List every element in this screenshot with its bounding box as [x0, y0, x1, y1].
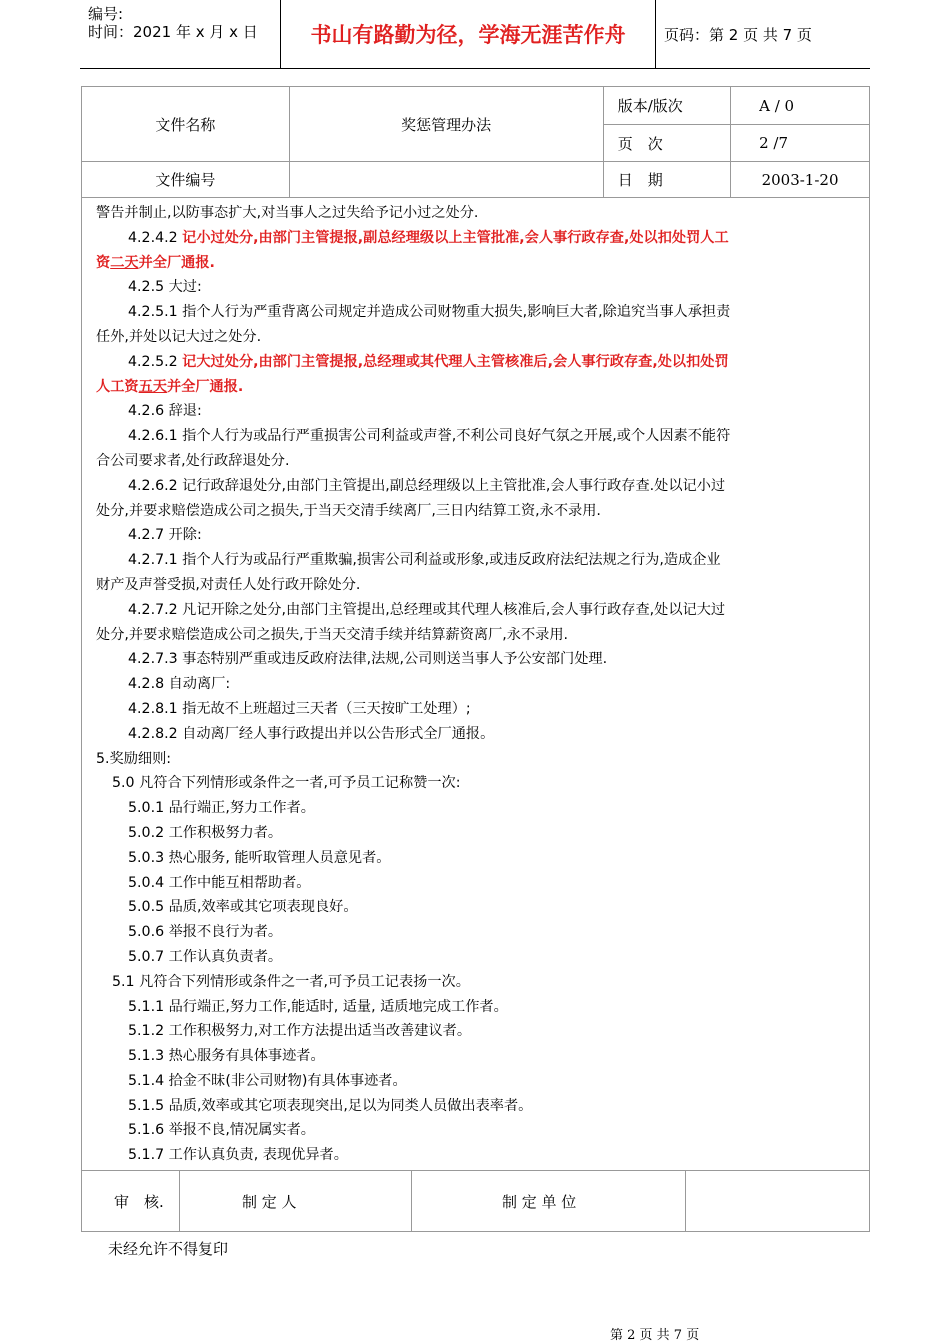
author-label: 制 定 人 — [242, 1192, 297, 1211]
header-meta — [80, 0, 281, 68]
unit-cell — [412, 1171, 686, 1231]
text-line: 处分,并要求赔偿造成公司之损失,于当天交清手续并结算薪资离厂,永不录用. — [96, 626, 569, 643]
text-line: 4.2.6.1 指个人行为或品行严重损害公司利益或声誉,不利公司良好气氛之开展,或个人因素不能符 — [128, 428, 731, 445]
doc-name: 奖惩管理办法 — [289, 87, 603, 162]
review-label: 审 核. — [114, 1192, 164, 1211]
text-line: 4.2.8.2 自动离厂经人事行政提出并以公告形式全厂通报。 — [128, 725, 495, 742]
text-line: 4.2.7 开除: — [128, 527, 202, 544]
copy-notice: 未经允许不得复印 — [108, 1240, 229, 1258]
header-page-info: 页码：第 2 页 共 7 页 — [664, 25, 812, 44]
list-item: 5.0.2 工作积极努力者。 — [128, 824, 283, 841]
text-line: 5.1 凡符合下列情形或条件之一者,可予员工记表扬一次。 — [112, 973, 470, 990]
unit-label: 制 定 单 位 — [502, 1192, 577, 1211]
text-line: 处分,并要求赔偿造成公司之损失,于当天交清手续离厂,三日内结算工资,永不录用. — [96, 502, 601, 519]
text-line: 4.2.8 自动离厂: — [128, 676, 231, 693]
list-item: 5.1.5 品质,效率或其它项表现突出,足以为同类人员做出表率者。 — [128, 1097, 533, 1114]
text-line: 4.2.6.2 记行政辞退处分,由部门主管提出,副总经理级以上主管批准,会人事行政存查.处以记小过 — [128, 477, 726, 494]
text-line: 任外,并处以记大过之处分. — [96, 328, 262, 345]
text-line: 警告并制止,以防事态扩大,对当事人之过失给予记小过之处分. — [96, 205, 479, 221]
list-item: 5.0.6 举报不良行为者。 — [128, 924, 283, 941]
version-value: A / 0 — [731, 87, 870, 125]
signoff-row — [81, 1170, 870, 1232]
text-line: 合公司要求者,处行政辞退处分. — [96, 452, 290, 469]
list-item: 5.1.4 拾金不昧(非公司财物)有具体事迹者。 — [128, 1072, 407, 1089]
text-line: 5.0 凡符合下列情形或条件之一者,可予员工记称赞一次: — [112, 775, 461, 792]
doc-name-label: 文件名称 — [82, 87, 290, 162]
list-item: 5.1.7 工作认真负责, 表现优异者。 — [128, 1147, 348, 1164]
underlined-text: 二天 — [110, 254, 139, 271]
list-item: 5.0.5 品质,效率或其它项表现良好。 — [128, 899, 358, 916]
version-label: 版本/版次 — [603, 87, 730, 125]
text-line: 财产及声誉受损,对责任人处行政开除处分. — [96, 576, 361, 593]
highlight-text: 记小过处分,由部门主管提报,副总经理级以上主管批准,会人事行政存查,处以扣处罚人工 — [182, 229, 729, 246]
text-line: 4.2.5.2 记大过处分,由部门主管提报,总经理或其代理人主管核准后,会人事行政存查,处以扣处罚 — [128, 353, 729, 370]
text-line: 4.2.6 辞退: — [128, 403, 202, 420]
doc-no-value — [289, 162, 603, 198]
author-cell — [180, 1171, 412, 1231]
text-line: 人工资五天并全厂通报. — [96, 378, 244, 395]
header-motto: 书山有路勤为径，学海无涯苦作舟 — [281, 0, 656, 68]
list-item: 5.1.2 工作积极努力,对工作方法提出适当改善建议者。 — [128, 1023, 472, 1040]
text-line: 4.2.7.1 指个人行为或品行严重欺骗,损害公司利益或形象,或违反政府法纪法规之行为,造成企业 — [128, 552, 721, 569]
text-line: 4.2.5.1 指个人行为严重背离公司规定并造成公司财物重大损失,影响巨大者,除追究当事人承担责 — [128, 304, 731, 321]
list-item: 5.1.6 举报不良,情况属实者。 — [128, 1122, 315, 1139]
page-header — [80, 0, 870, 69]
page-value: 2 /7 — [731, 125, 870, 162]
list-item: 5.0.7 工作认真负责者。 — [128, 948, 283, 965]
list-item: 5.0.3 热心服务, 能听取管理人员意见者。 — [128, 849, 391, 866]
page-number: 第 2 页 共 7 页 — [610, 1328, 700, 1343]
text-line: 4.2.7.2 凡记开除之处分,由部门主管提出,总经理或其代理人核准后,会人事行政存查,处以记大过 — [128, 601, 726, 618]
list-item: 5.0.4 工作中能互相帮助者。 — [128, 874, 311, 891]
underlined-text: 五天 — [138, 378, 167, 395]
list-item: 5.1.3 热心服务有具体事迹者。 — [128, 1048, 325, 1065]
highlight-text: 记大过处分,由部门主管提报,总经理或其代理人主管核准后,会人事行政存查,处以扣处罚 — [182, 353, 729, 370]
text-line: 4.2.8.1 指无故不上班超过三天者（三天按旷工处理）; — [128, 700, 471, 717]
text-line: 资二天并全厂通报. — [96, 254, 215, 271]
doc-info-table — [81, 86, 870, 198]
text-line: 4.2.4.2 记小过处分,由部门主管提报,副总经理级以上主管批准,会人事行政存查,处以扣处罚人工 — [128, 229, 729, 246]
page-label: 页 次 — [603, 125, 730, 162]
doc-number-label: 编号: — [88, 5, 124, 23]
doc-time-label: 时间：2021 年 x 月 x 日 — [88, 23, 258, 41]
document-body — [96, 201, 858, 1168]
text-line: 4.2.7.3 事态特别严重或违反政府法律,法规,公司则送当事人予公安部门处理. — [128, 651, 608, 668]
date-value: 2003-1-20 — [731, 162, 870, 198]
text-line: 4.2.5 大过: — [128, 279, 202, 296]
date-label: 日 期 — [603, 162, 730, 198]
doc-no-label: 文件编号 — [82, 162, 290, 198]
section-heading: 5.奖励细则: — [96, 750, 172, 767]
list-item: 5.1.1 品行端正,努力工作,能适时, 适量, 适质地完成工作者。 — [128, 998, 508, 1015]
review-cell — [82, 1171, 180, 1231]
list-item: 5.0.1 品行端正,努力工作者。 — [128, 800, 315, 817]
